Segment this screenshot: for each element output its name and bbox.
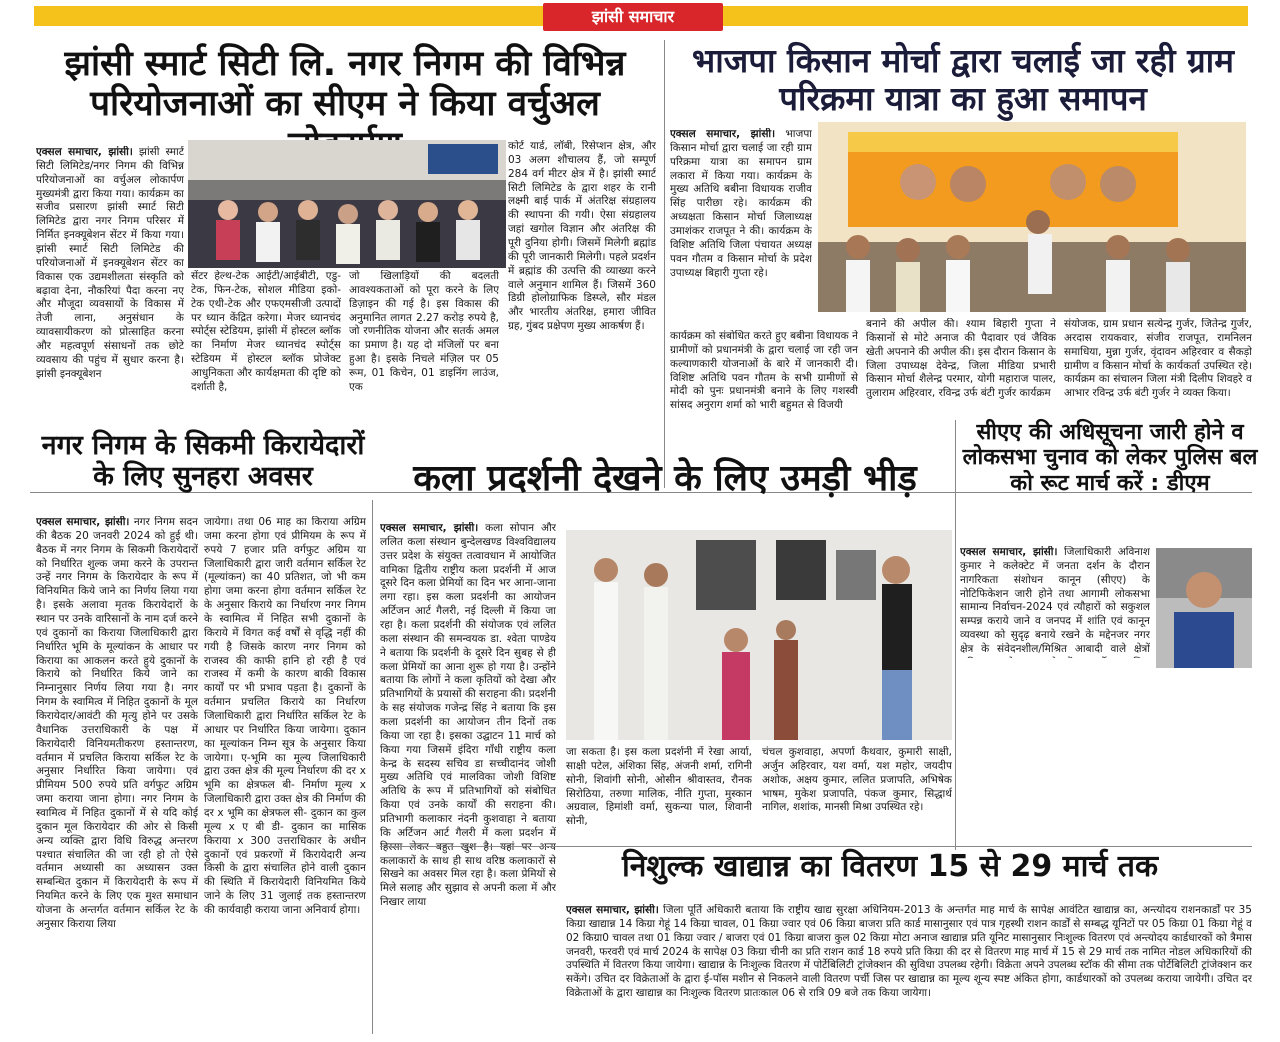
nagar-nigam-col2: जायेगा। तथा 06 माह का किराया अग्रिम जमा करना होगा एवं प्रीमियम के रूप में रुपये 7 हजार प्रति वर्गफुट अग्रिम या जिलाधिकारी द्वारा जारी वर्तमान सर्किल रेट (मूल्यांकन) का 40 प्रतिशत, जो भी कम होगा जमा करना होगा वर्तमान सर्किल रेट के अनुसार किराये का निर्धारण नगर निगम के स्वामित्व में निहित सभी दुकानों के किराये में विगत कई वर्षों से वृद्धि नहीं की गयी है जिसके कारण नगर निगम को राजस्व की काफी हानि हो रही है एवं राजस्व में कमी के कारण बाकी विकास कार्यों पर भी प्रभाव पड़ता है। दुकानों के वर्तमान प्रचलित किराये का निर्धारण जिलाधिकारी द्वारा निर्धारित सर्किल रेट के आधार पर निर्धारित किया जायेगा। दुकान का मूल्यांकन निम्न सूत्र के अनुसार किया जायेगा। ए-भूमि का मूल्य जिलाधिकारी द्वारा उक्त क्षेत्र की मूल्य निर्धारण की दर x भूमि का क्षेत्रफल बी- निर्माण मूल्य x जिलाधिकारी द्वारा उक्त क्षेत्र की निर्माण की दर x भूमि का क्षेत्रफल सी- दुकान का कुल मूल्य x ए बी डी- दुकान का मासिक किराया x 300 उत्तराधिकार के अधीन दुकानों एवं प्रकरणों में किरायेदारी अन्य किसी के द्वारा संचालित होने वाली दुकान की स्थिति में किरायेदारी विनियमित किये जाने के लिए 31 जुलाई तक हस्तान्तरण की कार्यवाही कराया जाना अनिवार्य होगा। [204,516,366,917]
nagar-nigam-col1: एक्सल समाचार, झांसी। नगर निगम सदन की बैठक 20 जनवरी 2024 को हुई थी। बैठक में नगर निगम के सिकमी किरायेदारों को निर्धारित शुल्क जमा करने के उपरान्त उन्हें नगर निगम के किरायेदार के रूप में विनियमित किये जाने का निर्णय लिया गया है। इसके अलावा मृतक किरायेदारों के स्थान पर उनके वारिसानों के नाम दर्ज करने एवं दुकानों का किराया जिलाधिकारी द्वारा निर्धारित भूमि के मूल्यांकन के आधार पर किराया का आकलन करते हुये दुकानों के किराये को निर्धारित किये जाने का निम्नानुसार निर्णय लिया गया है। नगर निगम के स्वामित्व में निहित दुकानों के मूल किरायेदार/आवंटी की मृत्यु होने पर उसके वैधानिक उत्तराधिकारी के पक्ष में किरायेदारी विनियमतीकरण हस्तान्तरण, वर्तमान में प्रचलित किराया सर्किल रेट के अनुसार निर्धारित किया जायेगा। एवं प्रीमियम 500 रुपये प्रति वर्गफुट अग्रिम जमा कराया जाना होगा। नगर निगम के स्वामित्व में निहित दुकानों में से यदि कोई दुकान मूल किरायेदार की ओर से किसी अन्य व्यक्ति द्वारा विधि विरुद्ध अन्तरण पश्चात संचालित की जा रही हो तो ऐसे वर्तमान अध्यासी का अध्यासन उक्त सम्बन्धित दुकान में किरायेदारी के रूप में नियमित करने के लिए एक मुश्त समाधान योजना के अन्तर्गत वर्तमान सर्किल रेट के अनुसार किराया लिया [36,516,198,930]
dm-col1-bottom [960,660,1252,846]
bjp-col1: एक्सल समाचार, झांसी। भाजपा किसान मोर्चा द्वारा चलाई जा रही ग्राम परिक्रमा यात्रा का समापन ग्राम लकारा में किया गया। कार्यक्रम के मुख्य अतिथि बबीना विधायक राजीव सिंह पारीछा रहे। कार्यक्रम की अध्यक्षता किसान मोर्चा जिलाध्यक्ष उमाशंकर राजपूत ने की। कार्यक्रम के विशिष्ट अतिथि जिला पंचायत अध्यक्ष पवन गौतम व किसान मोर्चा के प्रदेश उपाध्यक्ष बिहारी गुप्ता रहे। [670,128,812,279]
row-divider [380,846,1252,847]
smart-city-col3: जो खिलाड़ियों की बदलती आवश्यकताओं को पूरा करने के लिए डिज़ाइन की गई है। इस विकास की अनुमानित लागत 2.27 करोड़ रुपये है, जो रणनीतिक योजना और सतर्क अमल का प्रमाण है। यह दो मंजिलों पर बना हुआ है। इसके निचले मंज़िल पर 05 रूम, 01 किचेन, 01 डाइनिंग लाउंज, एक [349,270,499,393]
smart-city-col1: एक्सल समाचार, झांसी। झांसी स्मार्ट सिटी लिमिटेड/नगर निगम की विभिन्न परियोजनाओं का वर्चुअल लोकार्पण मुख्यमंत्री द्वारा किया गया। कार्यक्रम का सजीव प्रसारण झांसी स्मार्ट सिटी लिमिटेड द्वारा नगर निगम परिसर में निर्मित इनक्यूबेशन सेंटर में किया गया। झांसी स्मार्ट सिटी लिमिटेड की परियोजनाओं में इनक्यूबेशन सेंटर का विकास एक उद्यमशीलता संस्कृति को बढ़ावा देना, नौकरियां पैदा करना नए और मौजूदा व्यवसायों के विकास में तेजी लाना, अनुसंधान के व्यावसायीकरण को प्रोत्साहित करना और महत्वपूर्ण संसाधनों तक छोटे व्यवसाय की पहुंच में सुधार करना है। झांसी इनक्यूबेशन [36,146,184,380]
column-divider [955,420,956,850]
bjp-photo [818,122,1246,312]
bjp-col3: संयोजक, ग्राम प्रधान सत्येन्द्र गुर्जर, जितेन्द्र गुर्जर, अरदास रायकवार, संजीव राजपूत, रामनिलन समाधिया, मुन्ना गुर्जर, वृंदावन अहिरवार व सैकड़ो ग्रामीण व किसान मोर्चा के कार्यकर्ता उपस्थित रहे। कार्यक्रम का संचालन जिला मंत्री दिलीप शिवहरे व आभार रविन्द्र उर्फ बंटी गुर्जर ने व्यक्त किया। [1064,318,1252,400]
dm-photo [1156,548,1252,668]
smart-city-col2: सेंटर हेल्थ-टेक आईटी/आईबीटी, एडु-टेक, फिन-टेक, सोशल मीडिया इको-टेक एथी-टेक और एफएमसीजी उत्पादों पर ध्यान केंद्रित करेगा। मेजर ध्यानचंद स्पोर्ट्स स्टेडियम, झांसी में होस्टल ब्लॉक का निर्माण मेजर ध्यानचंद स्पोर्ट्स स्टेडियम में होस्टल ब्लॉक प्रोजेक्ट आधुनिकता और कार्यक्षमता की दृष्टि को दर्शाती है, [191,270,341,393]
bjp-col1b: कार्यक्रम को संबोधित करते हुए बबीना विधायक ने ग्रामीणों को प्रधानमंत्री के द्वारा चलाई जा रही जन कल्याणकारी योजनाओं के बारे में जानकारी दी। विशिष्ट अतिथि पवन गौतम के सभी ग्रामीणों से मोदी को पुनः प्रधानमंत्री बनाने के लिए गशस्वी सांसद अनुराग शर्मा को भारी बहुमत से विजयी [670,330,858,412]
column-divider [372,500,373,1034]
headline-bjp: भाजपा किसान मोर्चा द्वारा चलाई जा रही ग्राम परिक्रमा यात्रा का हुआ समापन [692,41,1234,118]
kala-photo [566,530,952,740]
kala-col3: चंचल कुशवाहा, अपर्णा कैथवार, कुमारी साक्षी, अर्जुन अहिरवार, यश वर्मा, यश महोर, जयदीप अशोक, अक्षय कुमार, ललित प्रजापति, अभिषेक भाषम, मुकेश प्रजापति, पंकज कुमार, सिद्धार्थ नागिल, शशांक, मानसी मिश्रा उपस्थित रहे। [762,746,952,814]
headline-nagar-nigam: नगर निगम के सिकमी किरायेदारों के लिए सुनहरा अवसर [41,430,365,493]
headline-kala: कला प्रदर्शनी देखने के लिए उमड़ी भीड़ [413,458,917,499]
headline-khadyann: निशुल्क खाद्यान्न का वितरण 15 से 29 मार्च तक [621,849,1159,884]
kala-col1: एक्सल समाचार, झांसी। कला सोपान और ललित कला संस्थान बुन्देलखण्ड विश्वविद्यालय उत्तर प्रदेश के संयुक्त तत्वावधान में आयोजित वामिका द्वितीय राष्ट्रीय कला प्रदर्शनी में आज दूसरे दिन कला प्रेमियों का दिन भर आना-जाना लगा रहा। इस कला प्रदर्शनी का आयोजन अर्टिजन आर्ट गैलरी, नई दिल्ली में किया जा रहा है। कला प्रदर्शनी की संयोजक एवं ललित कला संस्थान की समन्वयक डा. श्वेता पाण्डेय ने बताया कि प्रदर्शनी के दूसरे दिन सुबह से ही कला प्रेमियों का आना शुरू हो गया है। उन्होंने बताया कि लोगों ने कला कृतियों को देखा और प्रतिभागियों के प्रयासों की सराहना की। प्रदर्शनी के सह संयोजक गजेन्द्र सिंह ने बताया कि इस कला प्रदर्शनी का आयोजन तीन दिनों तक किया जा रहा है। इसका उद्घाटन 11 मार्च को किया गया जिसमें इंदिरा गाँधी राष्ट्रीय कला केन्द्र के सदस्य सचिव डा सच्चीदानंद जोशी मुख्य अतिथि एवं मालविका जोशी विशिष्ट अतिथि के रूप में प्रतिभागियों को संबोधित किया एवं उनके कार्यों की सराहना की। प्रतिभागी कलाकार नंदनी कुशवाहा ने बताया कि अर्टिजन आर्ट गैलरी में कला प्रदर्शन में कलाकारों के साथ ही साथ वरिष्ठ कलाकारों से सिखने का अवसर मिल रहा है। कला प्रेमियों से मिले सलाह और सुझाव से अपनी कला में और निखार लाया [380,522,556,909]
column-divider [664,40,665,488]
headline-smart-city: झांसी स्मार्ट सिटी लि. नगर निगम की विभिन्न परियोजनाओं का सीएम ने किया वर्चुअल [64,44,626,125]
khadyann-col1: एक्सल समाचार, झांसी। जिला पूर्ति अधिकारी बताया कि राष्ट्रीय खाद्य सुरक्षा अधिनियम-2013 के अन्तर्गत माह मार्च के सापेक्ष आवंटित खाद्यान्न का, अन्त्योदय राशनकार्डों पर 35 किग्रा खाद्यान्न 14 किग्रा गेहूं 14 किग्रा चावल, 01 किग्रा ज्वार एवं 06 किग्रा बाजरा प्रति कार्ड मासानुसार एवं पात्र गृहस्थी राशन कार्डों से सम्बद्ध यूनिटों पर 05 किग्रा 01 किग्रा गेहूं व 02 किग्रा0 चावल तथा 01 किग्रा ज्वार / बाजरा एवं 01 किग्रा बाजरा कुल 02 किग्रा मोटा अनाज खाद्यान्न प्रति यूनिट मासानुसार निःशुल्क वितरण एवं अन्त्योदय कार्डधारकों को त्रैमास जनवरी, फरवरी एवं मार्च 2024 के सापेक्ष 03 किग्रा चीनी का प्रति राशन कार्ड 18 रुपये प्रति किग्रा की दर से वितरण माह मार्च में 15 से 29 मार्च तक नामित नोडल अधिकारियों की उपस्थिति में वितरण किया जायेगा। खाद्यान्न के निःशुल्क वितरण में पोर्टेबिलिटी ट्रांजेक्शन की सुविधा उपलब्ध रहेगी। विक्रेता अपने उपलब्ध स्टॉक की सीमा तक पोर्टेबिलिटी ट्रांजेक्शन कर सकेंगे। उचित दर विक्रेताओं के द्वारा ई-पॉस मशीन से निकलने वाली वितरण पर्ची जिस पर खाद्यान्न का मूल्य शून्य स्पष्ट अंकित होगा, कार्डधारकों को उपलब्ध कराया जायेगी। उचित दर विक्रेताओं के द्वारा खाद्यान्न का निःशुल्क वितरण प्रातःकाल 06 से रात्रि 09 बजे तक किया जायेगा। [566,904,1252,1000]
kala-col2: जा सकता है। इस कला प्रदर्शनी में रेखा आर्या, साक्षी पटेल, अंशिका सिंह, अंजनी शर्मा, रागिनी सोनी, शिवांगी सोनी, ओसीन श्रीवास्तव, रौनक सिरोठिया, तरुणा मालिक, नीति गुप्ता, मुस्कान अग्रवाल, हिमांशी वर्मा, सुकन्या पाल, शिवानी सोनी, [566,746,752,828]
headline-dm: सीएए की अधिसूचना जारी होने व लोकसभा चुनाव को लेकर पुलिस बल को रूट मार्च करें : डीएम [962,420,1258,496]
bjp-col2: बनाने की अपील की। श्याम बिहारी गुप्ता ने किसानों से मोटे अनाज की पैदावार एवं जैविक खेती अपनाने की अपील की। इस दौरान किसान के जिला उपाध्यक्ष देवेन्द्र, जिला मीडिया प्रभारी किसान मोर्चा शैलेन्द्र परमार, योगी महाराज पालर, तुलाराम अहिरवार, रविन्द्र उर्फ बंटी गुर्जर कार्यक्रम [866,318,1056,400]
smart-city-photo [188,140,506,268]
section-tag: झांसी समाचार [543,3,723,31]
dm-col1-top: एक्सल समाचार, झांसी। जिलाधिकारी अविनाश कुमार ने कलेक्टेट में जनता दर्शन के दौरान नागरिकता संशोधन कानून (सीएए) के नोटिफिकेशन जारी होने तथा आगामी लोकसभा सामान्य निर्वाचन-2024 एवं त्यौहारों को सकुशल सम्पन्न कराये जाने व जनपद में शांति एवं कानून व्यवस्था को सुदृढ़ बनाये रखने के मद्देनजर नगर क्षेत्र के संवेदनशील/मिश्रित आबादी वाले क्षेत्रों [960,546,1150,656]
smart-city-col4: कोर्ट यार्ड, लॉबी, रिसेप्शन क्षेत्र, और 03 अलग शौचालय हैं, जो सम्पूर्ण 284 वर्ग मीटर क्षेत्र में है। झांसी स्मार्ट सिटी लिमिटेड के द्वारा शहर के रानी लक्ष्मी बाई पार्क में अंतरिक्ष संग्रहालय की स्थापना की गयी। ऐसा संग्रहालय जहां खगोल विज्ञान और अंतरिक्ष की पूरी दुनिया होगी। जिसमें मिलेगी ब्रह्मांड की पूरी जानकारी मिलेगी। पहले प्रदर्शन में ब्रह्मांड की उत्पत्ति की व्याख्या करने वाले अनुमान शामिल हैं। जिसमें 360 डिग्री होलोग्राफिक डिस्प्ले, सौर मंडल और भारतीय अंतरिक्ष, हमारा जीवित ग्रह, गुंबद प्रक्षेपण मुख्य आकर्षण हैं। [508,140,656,333]
